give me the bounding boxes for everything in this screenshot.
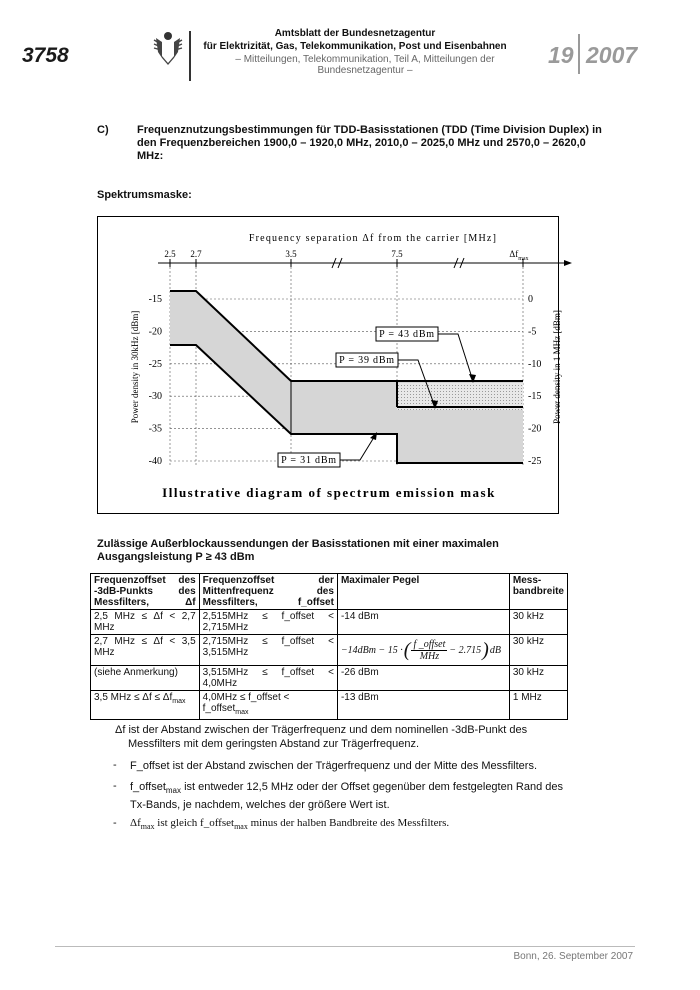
table-row xyxy=(91,635,568,666)
y-tick-label-right: -15 xyxy=(528,391,542,403)
note-dash: - xyxy=(113,817,117,829)
x-tick-label: $\Delta f_{max}$ xyxy=(509,249,529,262)
note-delta-f-max-a: Δf xyxy=(130,817,141,829)
band-hatched xyxy=(397,383,523,410)
cell-f-offset: 3,515MHz ≤ f_offset < 4,0MHz xyxy=(199,666,337,691)
issue-year: 2007 xyxy=(586,42,638,68)
x-tick-label: 2.5 xyxy=(164,249,176,259)
cell-delta-f xyxy=(91,691,200,720)
table-heading: Zulässige Außerblockaussendungen der Basisstationen mit einer maximalen Ausgangsleistung P ≥ 43 dBm xyxy=(97,538,499,563)
x-axis-arrow xyxy=(564,260,572,266)
y-tick-label-right: -25 xyxy=(528,456,542,467)
cell-delta-f-main: 3,5 MHz ≤ Δf ≤ Δf xyxy=(94,692,173,703)
table-header-row xyxy=(91,574,568,610)
y-tick-label-left: -30 xyxy=(148,391,162,403)
y-tick-label-left: -15 xyxy=(148,294,162,305)
note-delta-f xyxy=(115,723,575,751)
y-tick-label-right: 0 xyxy=(528,294,533,305)
journal-subtitle: für Elektrizität, Gas, Telekommunikation, Post und Eisenbahnen xyxy=(203,41,507,52)
annotation-p39-label: P = 39 dBm xyxy=(339,355,395,366)
y-tick-label-left: -35 xyxy=(148,423,162,435)
note-delta-f-max-b: ist gleich f_offset xyxy=(154,817,235,829)
table-row xyxy=(91,691,568,720)
note-delta-f-max xyxy=(130,816,575,834)
cell-bandwidth: 30 kHz xyxy=(509,610,567,635)
header-divider xyxy=(189,31,191,81)
cell-bandwidth: 30 kHz xyxy=(509,635,567,666)
spectrum-mask-chart xyxy=(98,217,560,515)
ylabel-right: Power density in 1 MHz [dBm] xyxy=(552,310,562,424)
y-tick-label-right: -20 xyxy=(528,423,542,435)
chart-xlabel: Frequency separation Δf from the carrier [MHz] xyxy=(248,233,498,244)
note-f-offset-max-sub: max xyxy=(165,786,182,796)
table-row xyxy=(91,666,568,691)
note-f-offset-max-a: f_offset xyxy=(130,781,166,793)
y-tick-label-left: -40 xyxy=(148,456,162,467)
annotation-p43-leader xyxy=(438,334,473,381)
section-letter: C) xyxy=(97,124,109,136)
section-title: Frequenznutzungsbestimmungen für TDD-Basisstationen (TDD (Time Division Duplex) in den Frequenzbereichen 1900,0 – 1920,0 MHz, 2010,0 – 2025,0 MHz und 2570,0 – 2620,0 MHz: xyxy=(137,124,602,162)
journal-title: Amtsblatt der Bundesnetzagentur xyxy=(274,28,436,39)
cell-f-offset-sub: max xyxy=(235,709,249,716)
cell-bandwidth: 30 kHz xyxy=(509,666,567,691)
x-tick-label: 3.5 xyxy=(285,249,297,259)
note-f-offset-max xyxy=(130,780,575,812)
header-max-level: Maximaler Pegel xyxy=(337,574,509,610)
x-tick-label: 7.5 xyxy=(391,249,403,259)
y-tick-label-left: -20 xyxy=(148,326,162,338)
header-delta-f: Frequenzoffset des -3dB-Punkts des Messfilters, Δf xyxy=(91,574,200,610)
emission-table xyxy=(90,573,568,720)
x-tick-label: 2.7 xyxy=(190,249,202,259)
note-f-offset: F_offset ist der Abstand zwischen der Trägerfrequenz und der Mitte des Messfilters. xyxy=(130,760,537,772)
cell-f-offset xyxy=(199,691,337,720)
footer-date: Bonn, 26. September 2007 xyxy=(513,951,633,962)
table-row xyxy=(91,610,568,635)
y-tick-label-left: -25 xyxy=(148,358,162,370)
federal-eagle-icon xyxy=(152,30,184,66)
ylabel-left: Power density in 30kHz [dBm] xyxy=(130,310,140,424)
spectrum-mask-figure xyxy=(97,216,562,514)
note-f-offset-max-b: ist entweder 12,5 MHz oder der Offset gegenüber dem festgelegten Rand des Tx-Bands, je nachdem, welches der größere Wert ist. xyxy=(130,781,563,812)
page-number: 3758 xyxy=(22,44,69,67)
cell-delta-f: (siehe Anmerkung) xyxy=(91,666,200,691)
note-dash: - xyxy=(113,780,117,792)
cell-f-offset: 2,715MHz ≤ f_offset < 3,515MHz xyxy=(199,635,337,666)
cell-f-offset-main: 4,0MHz ≤ f_offset < f_offset xyxy=(202,692,290,714)
y-tick-label-right: -10 xyxy=(528,358,542,370)
header-bandwidth: Mess-bandbreite xyxy=(509,574,567,610)
note-dash: - xyxy=(113,759,117,771)
annotation-p31-label: P = 31 dBm xyxy=(281,455,337,466)
header-f-offset: Frequenzoffset der Mittenfrequenz des Messfilters, f_offset xyxy=(199,574,337,610)
cell-max-level: -26 dBm xyxy=(337,666,509,691)
formula-unit: dB xyxy=(489,644,501,656)
formula-lead: −14dBm − 15 · xyxy=(340,644,403,656)
chart-title: Illustrative diagram of spectrum emission mask xyxy=(162,485,496,500)
cell-max-level-formula: −14dBm − 15 · ( f _offset MHz − 2.715 ) dB xyxy=(337,635,509,666)
cell-bandwidth: 1 MHz xyxy=(509,691,567,720)
spectrum-mask-heading: Spektrumsmaske: xyxy=(97,189,192,201)
footer-divider xyxy=(55,946,635,947)
cell-delta-f-sub: max xyxy=(172,698,186,705)
formula-denominator: MHz xyxy=(419,650,440,662)
formula-numerator: f _offset xyxy=(413,638,446,650)
issue-number: 19 xyxy=(548,42,574,68)
annotation-p43-label: P = 43 dBm xyxy=(379,329,435,340)
formula-tail: − 2.715 xyxy=(449,644,482,656)
note-delta-f-max-sub1: max xyxy=(140,822,155,832)
note-delta-f-max-sub2: max xyxy=(234,822,248,832)
cell-delta-f: 2,5 MHz ≤ Δf < 2,7 MHz xyxy=(91,610,200,635)
y-tick-label-right: -5 xyxy=(528,326,537,338)
note-delta-f-max-c: minus der halben Bandbreite des Messfilters. xyxy=(247,817,450,829)
issue-divider xyxy=(578,34,580,74)
journal-section: – Mitteilungen, Telekommunikation, Teil A, Mitteilungen der Bundesnetzagentur – xyxy=(235,54,495,76)
cell-f-offset: 2,515MHz ≤ f_offset < 2,715MHz xyxy=(199,610,337,635)
cell-max-level: -14 dBm xyxy=(337,610,509,635)
note-delta-f-text: Δf ist der Abstand zwischen der Trägerfrequenz und dem nominellen -3dB-Punkt des Messfilters mit dem geringsten Abstand zur Trägerfrequenz. xyxy=(115,724,528,750)
cell-max-level: -13 dBm xyxy=(337,691,509,720)
cell-delta-f: 2,7 MHz ≤ Δf < 3,5 MHz xyxy=(91,635,200,666)
